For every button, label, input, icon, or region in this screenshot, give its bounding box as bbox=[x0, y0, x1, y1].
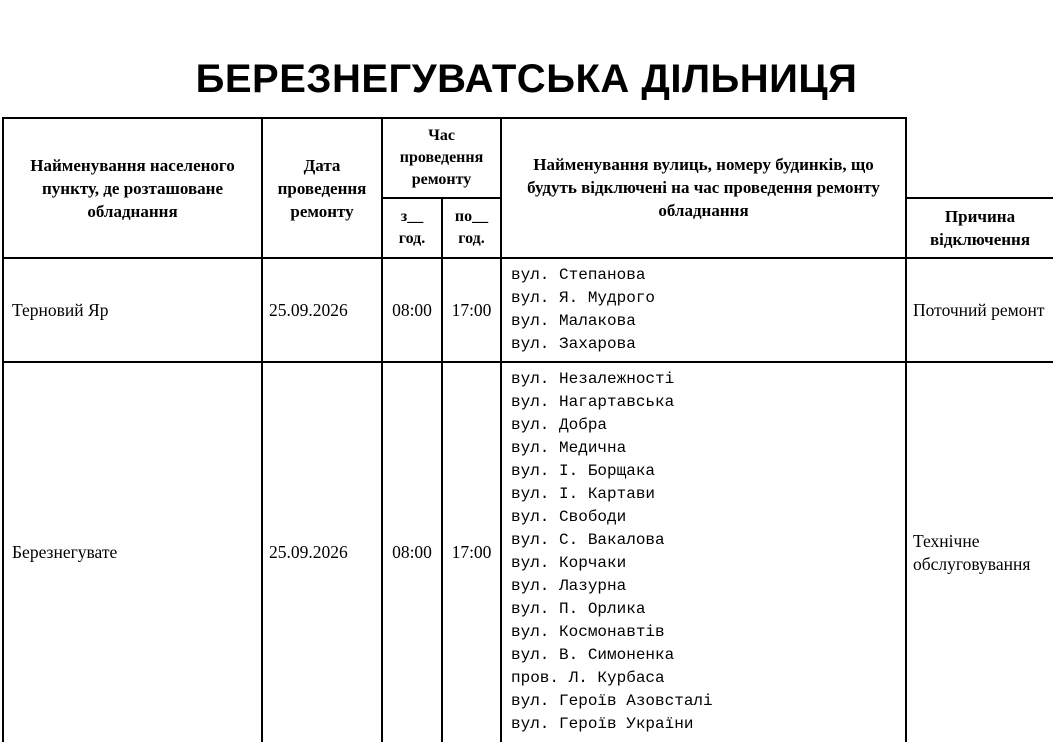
street-item: вул. Нагартавська bbox=[511, 393, 675, 411]
header-date: Дата проведення ремонту bbox=[277, 155, 367, 221]
header-reason: Причина відключення bbox=[929, 207, 1031, 249]
header-time: Час проведення ремонту bbox=[399, 127, 484, 188]
page-title: БЕРЕЗНЕГУВАТСЬКА ДІЛЬНИЦЯ bbox=[195, 57, 858, 101]
street-item: вул. Добра bbox=[511, 416, 608, 434]
table-row-reason: Технічне обслуговування bbox=[913, 530, 1031, 574]
table-row-from: 08:00 bbox=[392, 542, 432, 562]
table-row-to: 17:00 bbox=[451, 542, 492, 562]
table-row-streets bbox=[502, 264, 905, 361]
table-row-from: 08:00 bbox=[392, 299, 432, 320]
street-item: вул. Я. Мудрого bbox=[511, 289, 656, 307]
table-row-settlement: Березнегувате bbox=[12, 542, 118, 562]
header-time-from: з__ год. bbox=[398, 208, 426, 247]
street-item: вул. Космонавтів bbox=[511, 623, 665, 641]
street-item: вул. І. Борщака bbox=[511, 462, 656, 480]
header-settlement: Найменування населеного пункту, де розташоване обладнання bbox=[30, 155, 235, 221]
street-item: вул. Героїв України bbox=[511, 715, 694, 733]
street-item: вул. Корчаки bbox=[511, 554, 627, 572]
table-row-date: 25.09.2026 bbox=[269, 542, 348, 562]
street-item: вул. Свободи bbox=[511, 508, 627, 526]
street-item: вул. Малакова bbox=[511, 312, 636, 330]
street-item: вул. Захарова bbox=[511, 335, 636, 353]
street-item: вул. Лазурна bbox=[511, 577, 627, 595]
table-row-reason: Поточний ремонт bbox=[913, 299, 1045, 320]
street-item: вул. Героїв Азовсталі bbox=[511, 692, 713, 710]
street-item: вул. Медична bbox=[511, 439, 627, 457]
street-item: пров. Л. Курбаса bbox=[511, 669, 665, 687]
street-item: вул. Степанова bbox=[511, 266, 646, 284]
header-streets: Найменування вулиць, номеру будинків, що будуть відключені на час проведення ремонту обладнання bbox=[527, 154, 880, 220]
street-item: вул. С. Вакалова bbox=[511, 531, 665, 549]
table-row-settlement: Терновий Яр bbox=[12, 299, 109, 320]
street-item: вул. Незалежності bbox=[511, 370, 675, 388]
street-item: вул. П. Орлика bbox=[511, 600, 646, 618]
table-row-to: 17:00 bbox=[451, 299, 492, 320]
header-time-to: по__ год. bbox=[454, 208, 489, 247]
table-row-date: 25.09.2026 bbox=[269, 299, 348, 320]
street-item: вул. І. Картави bbox=[511, 485, 656, 503]
table-row-streets bbox=[502, 368, 905, 742]
street-item: вул. В. Симоненка bbox=[511, 646, 675, 664]
